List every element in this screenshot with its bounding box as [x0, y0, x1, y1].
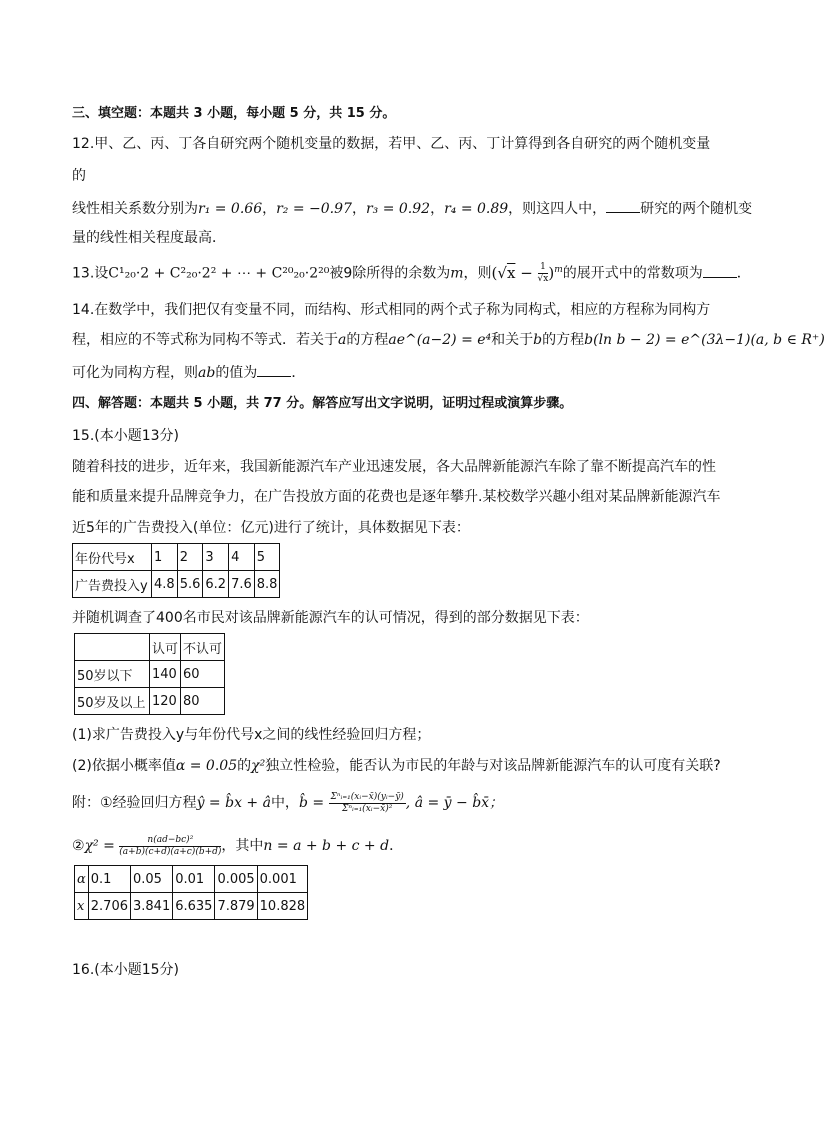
- q13-answer-blank[interactable]: [703, 263, 737, 278]
- q12-suffix: ，则这四人中，: [508, 201, 607, 217]
- q12-end: 研究的两个随机变: [640, 201, 753, 217]
- table-cell: 0.005: [215, 866, 257, 893]
- table-cell: x: [75, 893, 89, 920]
- table-row: [75, 634, 225, 661]
- q13-mid: 被9除所得的余数为: [329, 265, 451, 282]
- q14-var-a: a: [338, 332, 347, 348]
- q15-sub2-text-c: 独立性检验，能否认为市民的年龄与对该品牌新能源汽车的认可度有关联?: [265, 758, 721, 774]
- q15-appendix-2: [72, 833, 403, 859]
- table-cell: α: [75, 866, 89, 893]
- table-row: [73, 544, 280, 571]
- table-cell: 0.001: [257, 866, 308, 893]
- q14-line-1: 14.在数学中，我们把仅有变量不同，而结构、形式相同的两个式子称为同构式，相应的方程称为同构方: [72, 302, 711, 318]
- table-cell: 6.635: [173, 893, 215, 920]
- table-cell: 10.828: [257, 893, 308, 920]
- table-cell: 0.05: [131, 866, 173, 893]
- table-cell: 年份代号x: [73, 544, 152, 571]
- q12-r2: r₂ = −0.97: [276, 201, 352, 217]
- regression-equation: ŷ = b̂x + â: [196, 795, 271, 811]
- q15-sub-2: [72, 756, 721, 776]
- table-cell: 3: [203, 544, 229, 571]
- q12-line-3: 线性相关系数分别为r₁ = 0.66，r₂ = −0.97，r₃ = 0.92，r₄ = 0.89，则这四人中， 研究的两个随机变: [72, 198, 752, 219]
- bhat-numerator: Σⁿᵢ₌₁(xᵢ−x̄)(yᵢ−ȳ): [330, 791, 404, 802]
- chi-end: ．: [389, 838, 404, 854]
- q13-suffix: 的展开式中的常数项为: [562, 265, 703, 282]
- table-cell: 认可: [150, 634, 181, 661]
- table-cell: 120: [150, 688, 181, 715]
- table-row: [75, 688, 225, 715]
- table-cell: 140: [150, 661, 181, 688]
- table-cell: 7.879: [215, 893, 257, 920]
- chi-denominator: (a+b)(c+d)(a+c)(b+d): [119, 846, 222, 857]
- q14-line-2: [72, 330, 825, 350]
- critical-value-table: [74, 865, 308, 920]
- q15-alpha: α = 0.05: [175, 758, 238, 774]
- table-cell: 7.6: [229, 571, 255, 598]
- q12-answer-blank[interactable]: [606, 198, 640, 213]
- table-cell: 50岁及以上: [75, 688, 150, 715]
- q12-line-1: 12.甲、乙、丙、丁各自研究两个随机变量的数据，若甲、乙、丙、丁计算得到各自研究的两个随机变量: [72, 136, 711, 152]
- q12-line-4: 量的线性相关程度最高．: [72, 230, 226, 246]
- q14-line-3: [72, 362, 305, 383]
- q13-expr: C¹₂₀·2 + C²₂₀·2² + ⋯ + C²⁰₂₀·2²⁰: [108, 265, 330, 282]
- table-row: [73, 571, 280, 598]
- survey-table: [74, 633, 225, 715]
- chi-numerator: n(ad−bc)²: [119, 835, 221, 847]
- table-cell: [75, 634, 150, 661]
- q13-mid2: ，则: [463, 265, 492, 282]
- table-cell: 5: [254, 544, 280, 571]
- appendix-text-b: 中，: [270, 795, 299, 811]
- q14-text-3c: 的值为: [215, 365, 258, 381]
- appendix-text-a: 附：①经验回归方程: [72, 795, 197, 811]
- table-cell: 8.8: [254, 571, 280, 598]
- table-cell: 80: [181, 688, 225, 715]
- table-cell: 2.706: [88, 893, 130, 920]
- q12-prefix: 线性相关系数分别为: [72, 201, 198, 217]
- q15-para-1: 随着科技的进步，近年来，我国新能源汽车产业迅速发展，各大品牌新能源汽车除了靠不断提高汽车的性: [72, 459, 716, 475]
- q14-text-3d: ．: [291, 365, 306, 381]
- table-cell: 4: [229, 544, 255, 571]
- q14-text-f: 的方程: [542, 332, 585, 348]
- q12-r3: r₃ = 0.92: [365, 201, 431, 217]
- q13-end: ．: [736, 265, 751, 282]
- q13-binomial: (√x − $\frac{1}{√x}$ )$^m$: [491, 262, 563, 284]
- table-cell: 6.2: [203, 571, 229, 598]
- table-cell: 1: [152, 544, 178, 571]
- q14-text-a: 程，相应的不等式称为同构不等式．若关于: [72, 332, 338, 348]
- table-row: [75, 661, 225, 688]
- section-3-heading: 三、填空题：本题共 3 小题，每小题 5 分，共 15 分。: [72, 106, 396, 121]
- appendix-marker-2: ②: [72, 838, 85, 854]
- q14-answer-blank[interactable]: [257, 362, 291, 377]
- q12-line-2: 的: [72, 168, 86, 184]
- q15-chi: χ²: [251, 758, 266, 774]
- q16-header: 16.(本小题15分): [72, 962, 180, 978]
- q15-sub2-text-b: 的: [237, 758, 252, 774]
- chi-text-b: ，其中: [221, 838, 264, 854]
- bhat-label: b̂ =: [298, 795, 325, 811]
- table-cell: 0.01: [173, 866, 215, 893]
- q15-sub2-text-a: (2)依据小概率值: [72, 758, 176, 774]
- q15-header: 15.(本小题13分): [72, 428, 180, 444]
- table-cell: 0.1: [88, 866, 130, 893]
- table-cell: 5.6: [177, 571, 203, 598]
- table-row: [75, 893, 308, 920]
- bhat-denominator: Σⁿᵢ₌₁(xᵢ−x̄)²: [342, 803, 393, 814]
- table-cell: 50岁以下: [75, 661, 150, 688]
- q15-para-2: 能和质量来提升品牌竞争力，在广告投放方面的花费也是逐年攀升.某校数学兴趣小组对某品牌新能源汽车: [72, 489, 721, 505]
- q14-equation-2: b(ln b − 2) = e^(3λ−1)(a, b ∈ R⁺): [584, 332, 825, 348]
- ad-spend-table: [72, 543, 280, 598]
- q14-equation-1: ae^(a−2) = e⁴: [388, 332, 492, 348]
- q14-text-d: 和关于: [491, 332, 534, 348]
- q15-appendix-1: [72, 790, 503, 816]
- q13-line: [72, 262, 751, 285]
- q13-var: m: [450, 265, 464, 282]
- bhat-fraction: [329, 792, 406, 815]
- q13-prefix: 13.设: [72, 265, 109, 282]
- q12-r1: r₁ = 0.66: [198, 201, 263, 217]
- table-cell: 3.841: [131, 893, 173, 920]
- chi-fraction: [119, 835, 221, 858]
- section-4-heading: 四、解答题：本题共 5 小题，共 77 分。解答应写出文字说明，证明过程或演算步骤。: [72, 396, 573, 411]
- q14-var-ab: ab: [198, 365, 216, 381]
- n-formula: n = a + b + c + d: [263, 838, 390, 854]
- q15-para-3: 近5年的广告费投入(单位：亿元)进行了统计，具体数据见下表：: [72, 520, 470, 536]
- q14-text-c: 的方程: [346, 332, 389, 348]
- q14-var-b: b: [533, 332, 543, 348]
- table-cell: 广告费投入y: [73, 571, 152, 598]
- q15-sub-1: (1)求广告费投入y与年份代号x之间的线性经验回归方程；: [72, 727, 431, 743]
- chi-lhs: χ² =: [84, 838, 115, 854]
- q14-text-3a: 可化为同构方程，则: [72, 365, 198, 381]
- ahat-formula: , â = ȳ − b̂x̄；: [405, 795, 504, 811]
- q12-r4: r₄ = 0.89: [444, 201, 509, 217]
- table-cell: 不认可: [181, 634, 225, 661]
- q15-para-4: 并随机调查了400名市民对该品牌新能源汽车的认可情况，得到的部分数据见下表：: [72, 610, 589, 626]
- table-cell: 60: [181, 661, 225, 688]
- table-cell: 2: [177, 544, 203, 571]
- table-row: [75, 866, 308, 893]
- table-cell: 4.8: [152, 571, 178, 598]
